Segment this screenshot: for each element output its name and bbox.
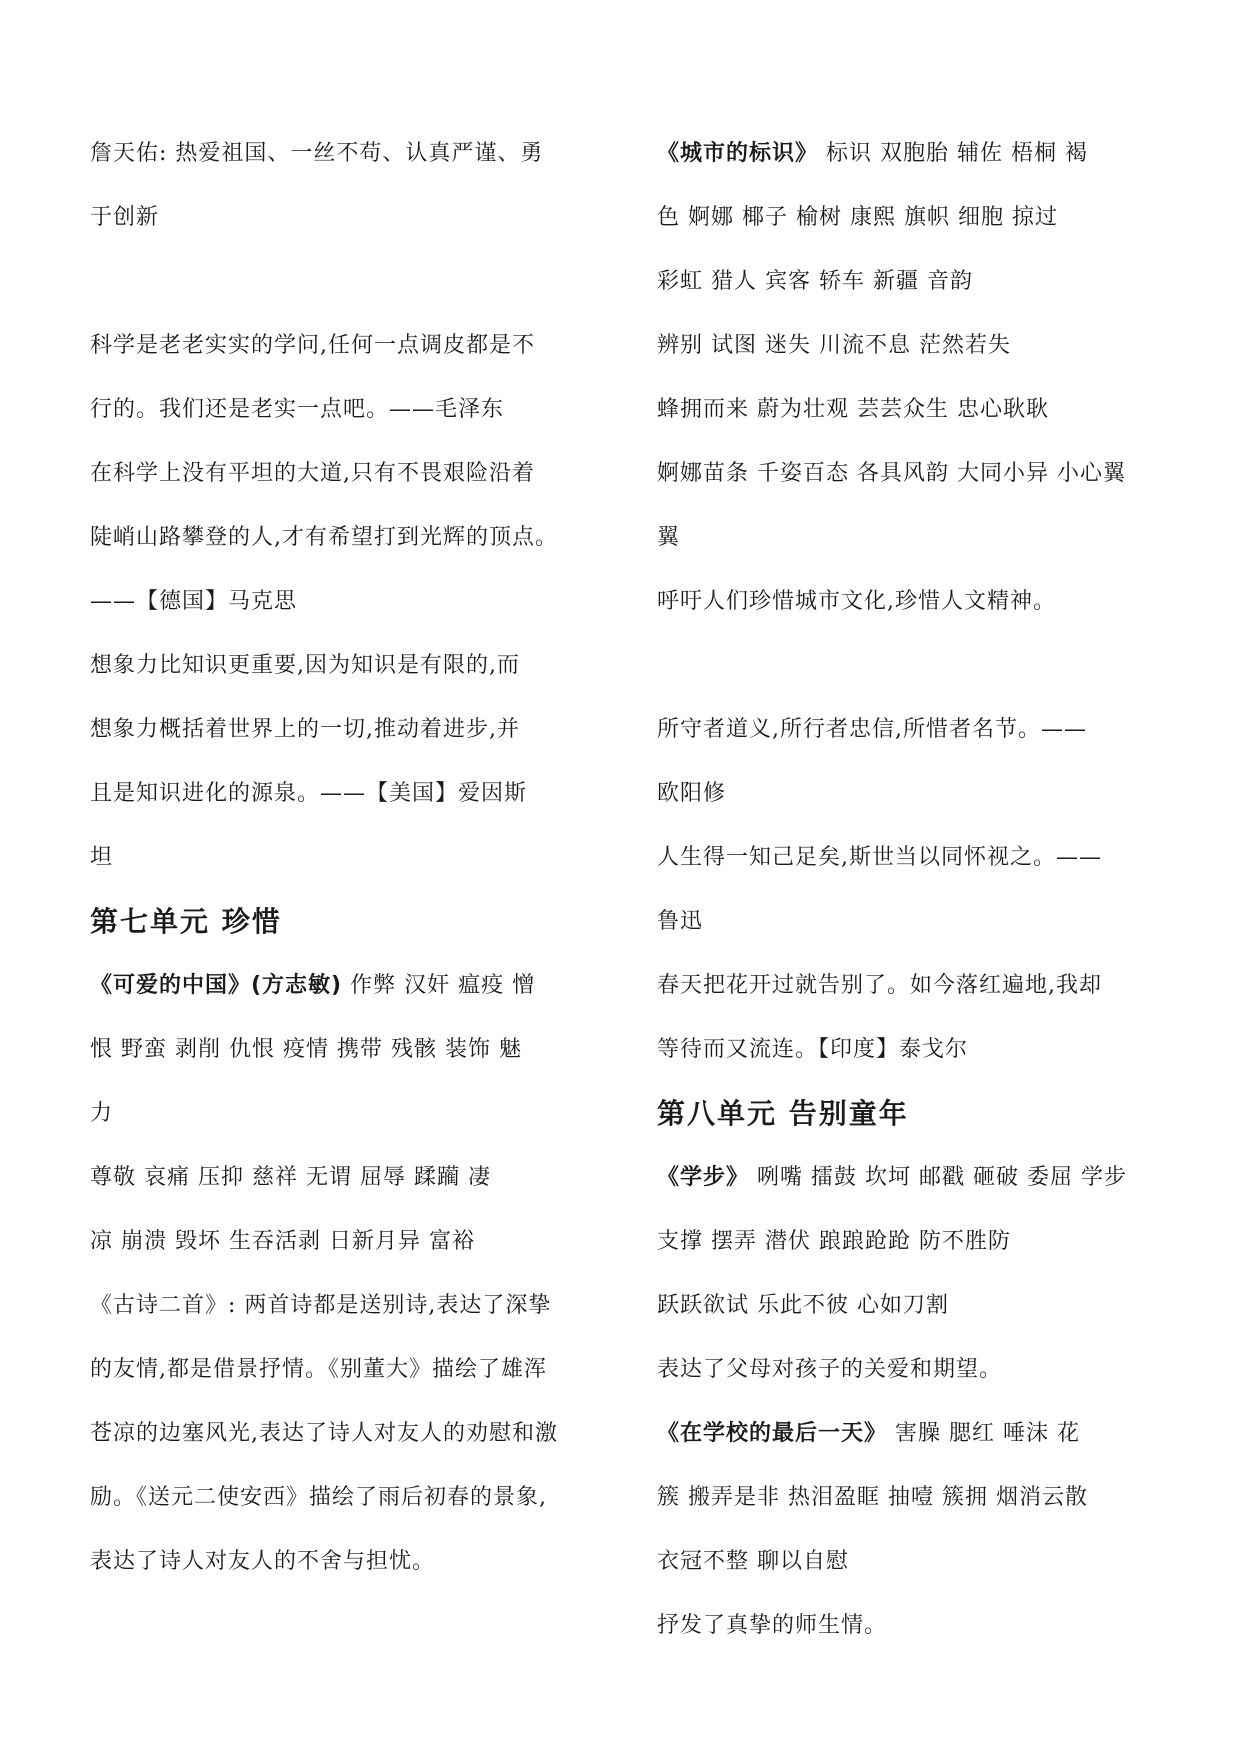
quote-line: 在科学上没有平坦的大道,只有不畏艰险沿着	[90, 461, 535, 486]
left-column	[90, 122, 620, 1594]
poem-summary-line: 表达了诗人对友人的不舍与担忧。	[90, 1549, 436, 1574]
quote-line: 人生得一知己足矣,斯世当以同怀视之。——	[657, 845, 1102, 870]
quote-line: 想象力概括着世界上的一切,推动着进步,并	[90, 717, 520, 742]
vocab-line: 彩虹 猎人 宾客 轿车 新疆 音韵	[657, 269, 973, 294]
vocab-line: 恨 野蛮 剥削 仇恨 疫情 携带 残骸 装饰 魅	[90, 1037, 522, 1062]
quote-line: 科学是老老实实的学问,任何一点调皮都是不	[90, 333, 535, 358]
vocab-line: 支撑 摆弄 潜伏 踉踉跄跄 防不胜防	[657, 1229, 1011, 1254]
poem-summary-line: 励。《送元二使安西》描绘了雨后初春的景象,	[90, 1485, 547, 1510]
quote-line: 欧阳修	[657, 781, 727, 806]
vocab-words: 作弊 汉奸 瘟疫 憎	[342, 973, 536, 998]
unit8-heading: 第八单元 告别童年	[657, 1097, 909, 1130]
lesson-summary: 抒发了真挚的师生情。	[657, 1613, 888, 1638]
zhan-tianyou-line-2: 于创新	[90, 205, 160, 230]
vocab-line: 婀娜苗条 千姿百态 各具风韵 大同小异 小心翼	[657, 461, 1126, 486]
vocab-line: 尊敬 哀痛 压抑 慈祥 无谓 屈辱 蹂躏 凄	[90, 1165, 491, 1190]
vocab-line: 簇 搬弄是非 热泪盈眶 抽噎 簇拥 烟消云散	[657, 1485, 1088, 1510]
lesson-title-line	[657, 1402, 1187, 1466]
quote-line: 坦	[90, 845, 114, 870]
quote-line: 且是知识进化的源泉。——【美国】爱因斯	[90, 781, 528, 806]
quote-line: 想象力比知识更重要,因为知识是有限的,而	[90, 653, 520, 678]
vocab-words: 害臊 腮红 唾沫 花	[887, 1421, 1080, 1446]
vocab-line: 翼	[657, 525, 681, 550]
spacer	[90, 250, 620, 314]
vocab-line: 蜂拥而来 蔚为壮观 芸芸众生 忠心耿耿	[657, 397, 1049, 422]
vocab-line: 衣冠不整 聊以自慰	[657, 1549, 849, 1574]
spacer	[657, 634, 1187, 698]
vocab-line: 色 婀娜 椰子 榆树 康熙 旗帜 细胞 掠过	[657, 205, 1058, 230]
vocab-line: 力	[90, 1101, 114, 1126]
lesson-title-line	[657, 1146, 1187, 1210]
vocab-line: 辨别 试图 迷失 川流不息 茫然若失	[657, 333, 1011, 358]
quote-line: ——【德国】马克思	[90, 589, 298, 614]
lesson-title: 《城市的标识》	[657, 141, 819, 166]
lesson-summary: 呼吁人们珍惜城市文化,珍惜人文精神。	[657, 589, 1056, 614]
quote-line: 鲁迅	[657, 909, 704, 934]
zhan-tianyou-line-1: 詹天佑: 热爱祖国、一丝不苟、认真严谨、勇	[90, 141, 544, 166]
quote-line: 所守者道义,所行者忠信,所惜者名节。——	[657, 717, 1087, 742]
poem-summary-line: 的友情,都是借景抒情。《别董大》描绘了雄浑	[90, 1357, 547, 1382]
lesson-title: 《学步》	[657, 1165, 750, 1190]
vocab-line: 跃跃欲试 乐此不彼 心如刀割	[657, 1293, 949, 1318]
unit7-heading: 第七单元 珍惜	[90, 905, 282, 938]
poem-summary-line: 苍凉的边塞风光,表达了诗人对友人的劝慰和激	[90, 1421, 558, 1446]
lesson-title-line	[90, 954, 620, 1018]
quote-line: 陡峭山路攀登的人,才有希望打到光辉的顶点。	[90, 525, 558, 550]
quote-line: 春天把花开过就告别了。如今落红遍地,我却	[657, 973, 1102, 998]
vocab-words: 标识 双胞胎 辅佐 梧桐 褐	[818, 141, 1088, 166]
poem-summary-line: 《古诗二首》: 两首诗都是送别诗,表达了深挚	[90, 1293, 552, 1318]
right-column	[657, 122, 1187, 1658]
lesson-title: 《在学校的最后一天》	[657, 1421, 888, 1446]
quote-line: 等待而又流连。【印度】泰戈尔	[657, 1037, 969, 1062]
vocab-line: 凉 崩溃 毁坏 生吞活剥 日新月异 富裕	[90, 1229, 475, 1254]
lesson-title: 《可爱的中国》(方志敏)	[90, 973, 343, 998]
lesson-summary: 表达了父母对孩子的关爱和期望。	[657, 1357, 1003, 1382]
vocab-words: 咧嘴 擂鼓 坎坷 邮戳 砸破 委屈 学步	[749, 1165, 1127, 1190]
lesson-title-line	[657, 122, 1187, 186]
quote-line: 行的。我们还是老实一点吧。——毛泽东	[90, 397, 505, 422]
